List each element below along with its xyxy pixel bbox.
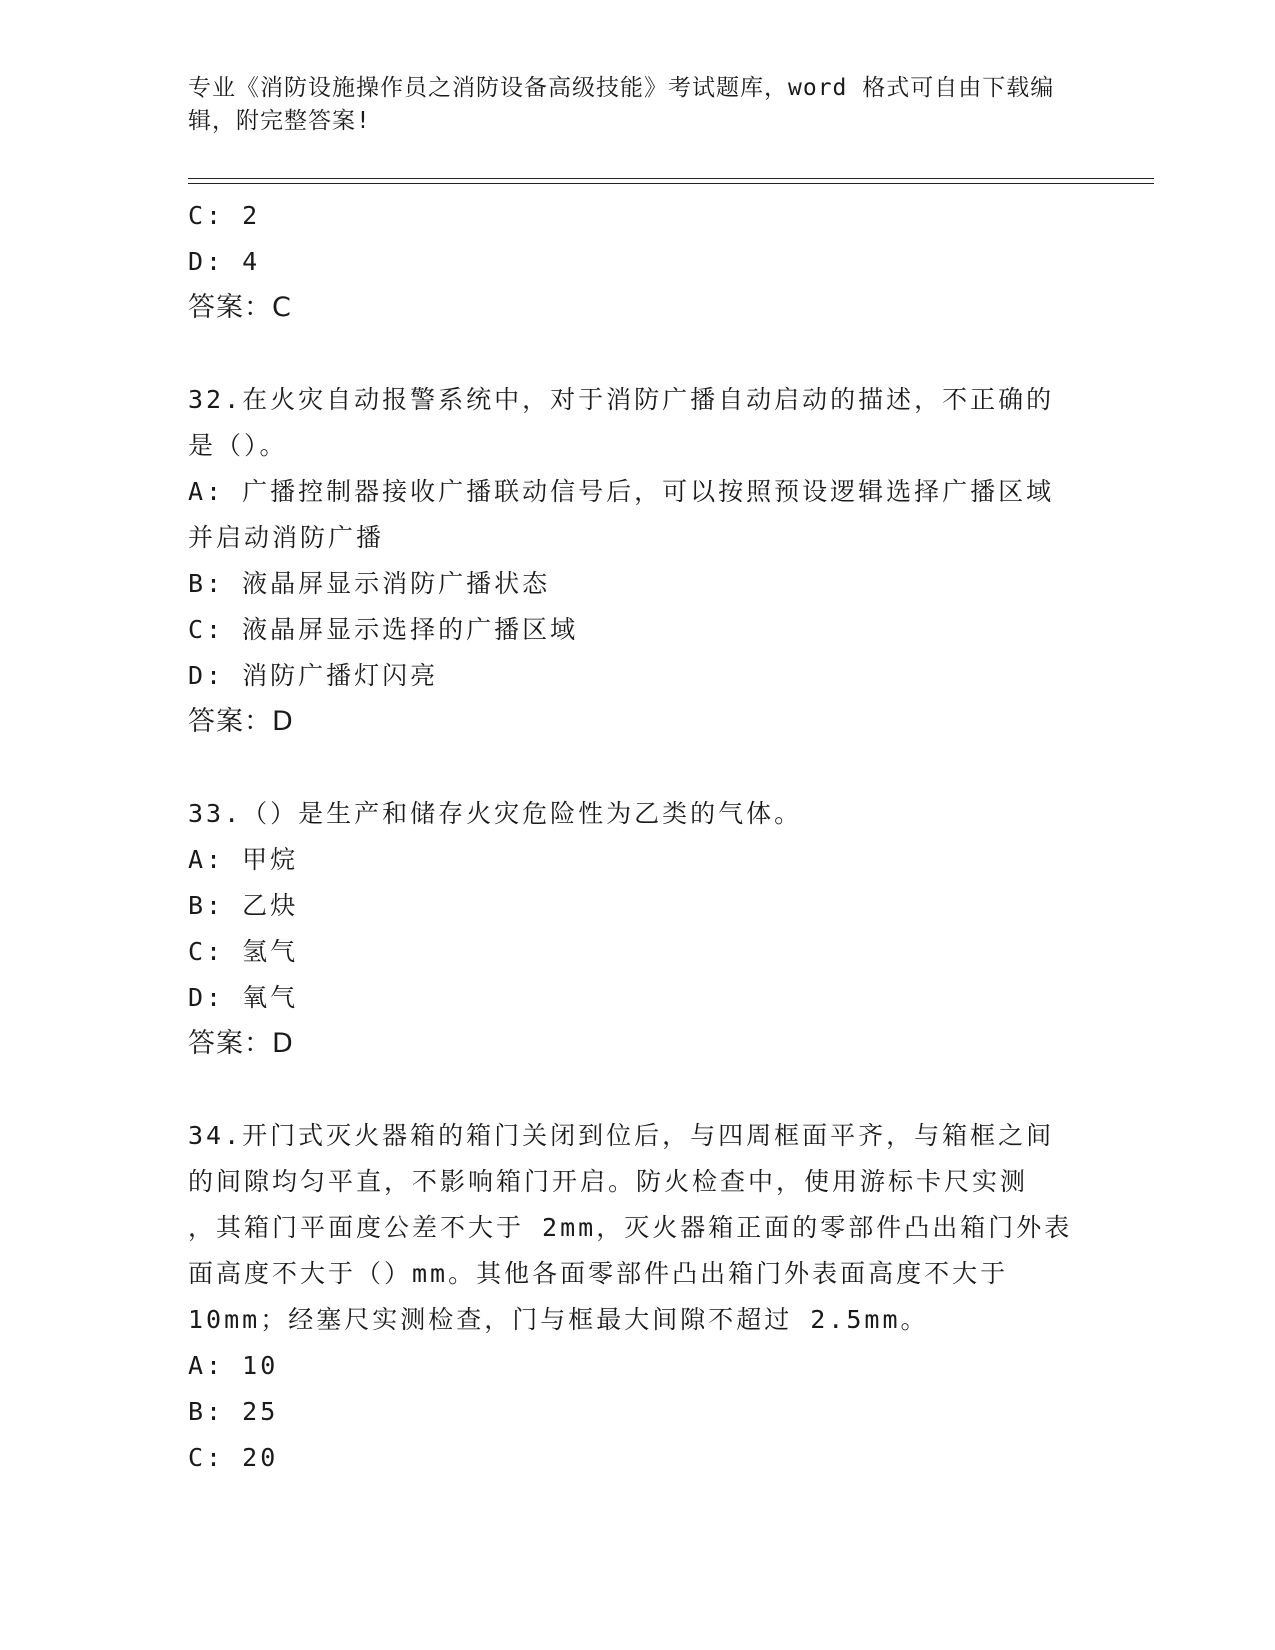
option-d: D: 消防广播灯闪亮 (188, 661, 439, 690)
question-text-line: 的间隙均匀平直，不影响箱门开启。防火检查中，使用游标卡尺实测 (188, 1167, 1029, 1196)
option-a: A: 广播控制器接收广播联动信号后，可以按照预设逻辑选择广播区域 (188, 477, 1055, 506)
header-line-1: 专业《消防设施操作员之消防设备高级技能》考试题库，word 格式可自由下载编 (188, 75, 1055, 101)
answer-line: 答案：D (188, 706, 294, 737)
header-line-2: 辑，附完整答案! (188, 108, 371, 134)
page-header (188, 72, 1068, 138)
option-b: B: 液晶屏显示消防广播状态 (188, 569, 551, 598)
option-c: C: 氢气 (188, 937, 299, 966)
question-text-line: 面高度不大于（）mm。其他各面零部件凸出箱门外表面高度不大于 (188, 1259, 1009, 1288)
question-content (188, 193, 1088, 1481)
option-b: B: 25 (188, 1397, 279, 1426)
option-a: A: 甲烷 (188, 845, 299, 874)
question-32 (188, 377, 1088, 745)
header-rule-bottom (188, 183, 1154, 184)
option-b: B: 乙炔 (188, 891, 299, 920)
option-c: C: 液晶屏显示选择的广播区域 (188, 615, 579, 644)
question-text-line: 10mm；经塞尺实测检查，门与框最大间隙不超过 2.5mm。 (188, 1305, 929, 1334)
header-rule-top (188, 178, 1154, 179)
answer-line: 答案：C (188, 292, 292, 323)
question-text-line: 32.在火灾自动报警系统中，对于消防广播自动启动的描述，不正确的 (188, 385, 1055, 414)
option-a-continuation: 并启动消防广播 (188, 523, 385, 552)
question-text-line: 34.开门式灭火器箱的箱门关闭到位后，与四周框面平齐，与箱框之间 (188, 1121, 1055, 1150)
question-text-line: ，其箱门平面度公差不大于 2mm，灭火器箱正面的零部件凸出箱门外表 (188, 1213, 1073, 1242)
question-33 (188, 791, 1088, 1067)
previous-question-tail (188, 193, 1088, 331)
option-a: A: 10 (188, 1351, 279, 1380)
question-text-line: 是（）。 (188, 431, 288, 460)
option-c: C: 20 (188, 1443, 279, 1472)
option-d: D: 氧气 (188, 983, 299, 1012)
option-c: C: 2 (188, 201, 261, 230)
question-text-line: 33.（）是生产和储存火灾危险性为乙类的气体。 (188, 799, 803, 828)
option-d: D: 4 (188, 247, 261, 276)
question-34 (188, 1113, 1088, 1481)
answer-line: 答案：D (188, 1028, 294, 1059)
